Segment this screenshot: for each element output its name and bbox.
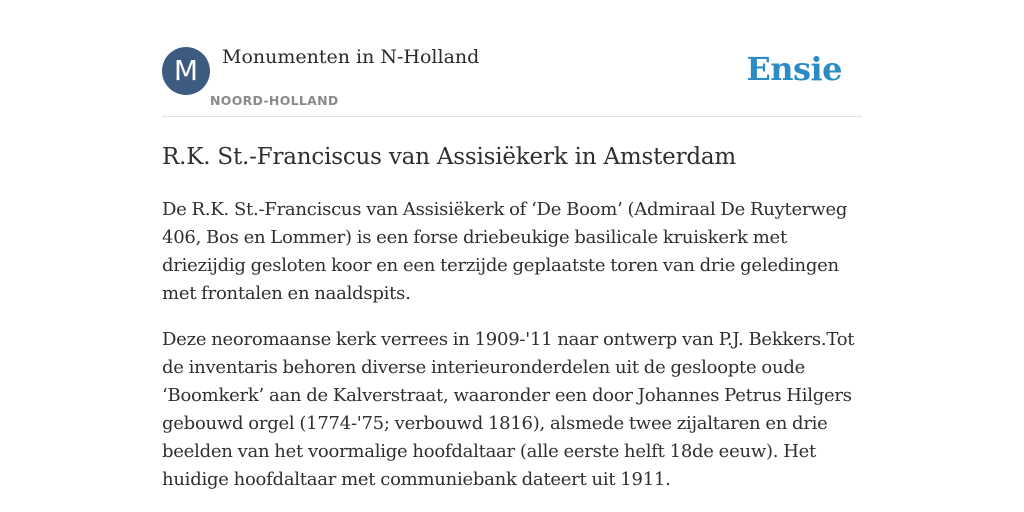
avatar[interactable]: M [162, 47, 210, 95]
article-title: R.K. St.-Franciscus van Assisiëkerk in Amsterdam [162, 144, 737, 170]
source-title-link[interactable]: Monumenten in N-Holland [222, 46, 480, 68]
article-paragraph: Deze neoromaanse kerk verrees in 1909-'11 naar ontwerp van P.J. Bekkers.Tot de inventaris behoren diverse interieuronderdelen uit de gesloopte oude ‘Boomkerk’ aan de Kalverstraat, waaronder een door Johannes Petrus Hilgers gebouwd orgel (1774-'75; verbouwd 1816), alsmede twee zijaltaren en drie beelden van het voormalige hoofdaltaar (alle eerste helft 18de eeuw). Het huidige hoofdaltaar met communiebank dateert uit 1911. [162, 329, 855, 490]
category-label[interactable]: NOORD-HOLLAND [210, 93, 339, 108]
ensie-logo[interactable]: Ensie [746, 50, 842, 88]
card-header [162, 0, 862, 117]
page-container [162, 0, 862, 494]
article-paragraph: De R.K. St.-Franciscus van Assisiëkerk of ‘De Boom’ (Admiraal De Ruyterweg 406, Bos en Lommer) is een forse driebeukige basilicale kruiskerk met driezijdig gesloten koor en een terzijde geplaatste toren van drie geledingen met frontalen en naaldspits. [162, 199, 848, 304]
